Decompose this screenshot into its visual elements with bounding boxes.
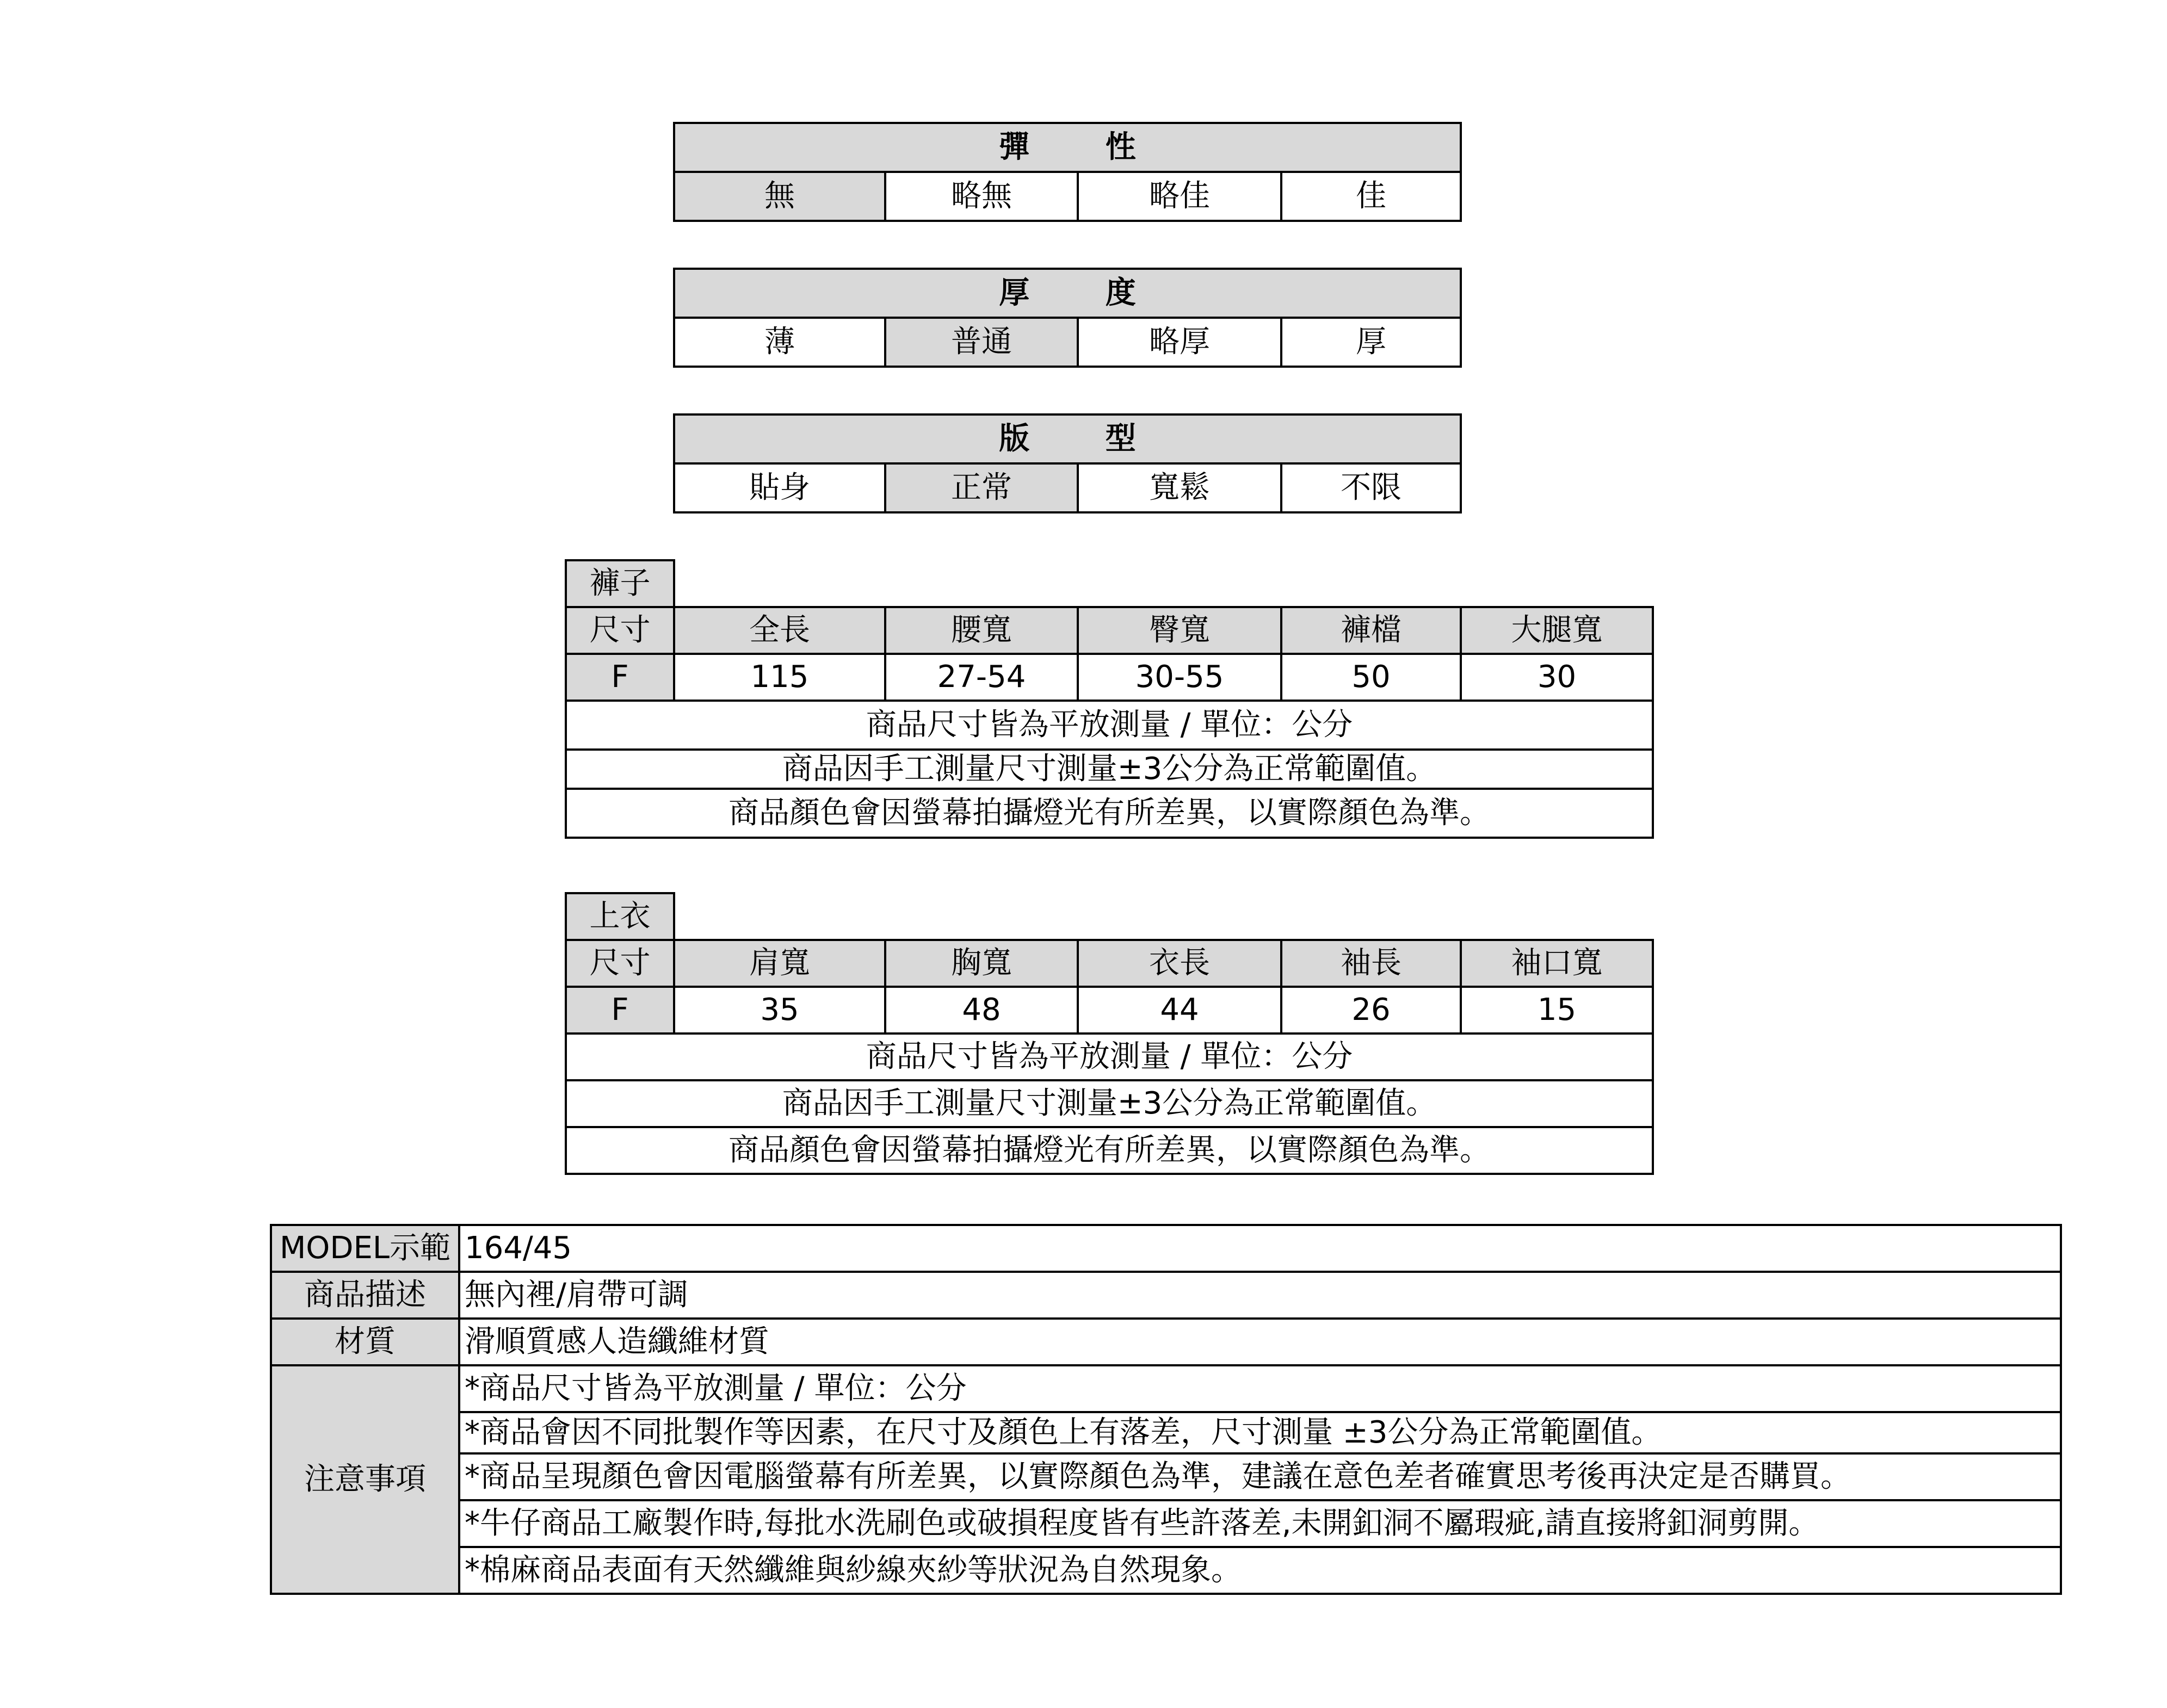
- pants-value: 27-54: [885, 654, 1078, 701]
- top-value: 26: [1281, 987, 1461, 1034]
- elasticity-title: 彈 性: [674, 123, 1461, 172]
- pants-note: 商品因手工測量尺寸測量±3公分為正常範圍值。: [566, 750, 1653, 789]
- notes-item: *商品尺寸皆為平放測量 / 單位：公分: [459, 1365, 2061, 1412]
- top-data-row: [566, 987, 1653, 1034]
- top-value: 15: [1461, 987, 1653, 1034]
- top-note: 商品顏色會因螢幕拍攝燈光有所差異，以實際顏色為準。: [566, 1127, 1653, 1174]
- pants-header-row: [566, 607, 1653, 654]
- top-note: 商品因手工測量尺寸測量±3公分為正常範圍值。: [566, 1080, 1653, 1127]
- thickness-option: 厚: [1281, 318, 1461, 367]
- notes-label: 注意事項: [271, 1365, 459, 1594]
- pants-header: 全長: [674, 607, 885, 654]
- pants-size: F: [566, 654, 674, 701]
- top-header: 袖口寬: [1461, 940, 1653, 987]
- fit-option: 貼身: [674, 463, 885, 512]
- thickness-option: 普通: [885, 318, 1078, 367]
- description-label: 商品描述: [271, 1272, 459, 1319]
- model-value: 164/45: [459, 1225, 2061, 1272]
- top-header: 胸寬: [885, 940, 1078, 987]
- top-value: 35: [674, 987, 885, 1034]
- pants-value: 30-55: [1078, 654, 1281, 701]
- fit-options: [674, 463, 1461, 512]
- elasticity-option: 略無: [885, 172, 1078, 221]
- thickness-options: [674, 318, 1461, 367]
- fit-title: 版 型: [674, 414, 1461, 463]
- elasticity-option: 無: [674, 172, 885, 221]
- fit-table: [673, 413, 1462, 513]
- top-header: 肩寬: [674, 940, 885, 987]
- notes-item: *商品會因不同批製作等因素，在尺寸及顏色上有落差，尺寸測量 ±3公分為正常範圍值。: [459, 1412, 2061, 1453]
- notes-item: *商品呈現顏色會因電腦螢幕有所差異，以實際顏色為準，建議在意色差者確實思考後再決定是否購買。: [459, 1453, 2061, 1500]
- pants-value: 30: [1461, 654, 1653, 701]
- notes-item: *牛仔商品工廠製作時,每批水洗刷色或破損程度皆有些許落差,未開釦洞不屬瑕疵,請直接將釦洞剪開。: [459, 1500, 2061, 1547]
- top-header-row: [566, 940, 1653, 987]
- top-header: 衣長: [1078, 940, 1281, 987]
- elasticity-options: [674, 172, 1461, 221]
- pants-data-row: [566, 654, 1653, 701]
- thickness-option: 薄: [674, 318, 885, 367]
- material-value: 滑順質感人造纖維材質: [459, 1319, 2061, 1365]
- top-size-label: 尺寸: [566, 940, 674, 987]
- thickness-option: 略厚: [1078, 318, 1281, 367]
- pants-header: 大腿寬: [1461, 607, 1653, 654]
- fit-option: 不限: [1281, 463, 1461, 512]
- material-label: 材質: [271, 1319, 459, 1365]
- thickness-table: [673, 268, 1462, 368]
- thickness-title: 厚 度: [674, 269, 1461, 318]
- pants-header: 腰寬: [885, 607, 1078, 654]
- pants-header: 臀寬: [1078, 607, 1281, 654]
- elasticity-table: [673, 122, 1462, 222]
- description-value: 無內裡/肩帶可調: [459, 1272, 2061, 1319]
- product-info-table: [270, 1224, 2062, 1595]
- fit-option: 正常: [885, 463, 1078, 512]
- pants-value: 115: [674, 654, 885, 701]
- pants-size-table: [565, 559, 1654, 839]
- top-value: 48: [885, 987, 1078, 1034]
- notes-item: *棉麻商品表面有天然纖維與紗線夾紗等狀況為自然現象。: [459, 1547, 2061, 1594]
- top-title: 上衣: [566, 893, 674, 940]
- pants-title: 褲子: [566, 560, 674, 607]
- pants-value: 50: [1281, 654, 1461, 701]
- pants-header: 褲檔: [1281, 607, 1461, 654]
- fit-option: 寬鬆: [1078, 463, 1281, 512]
- pants-note: 商品尺寸皆為平放測量 / 單位：公分: [566, 701, 1653, 750]
- model-label: MODEL示範: [271, 1225, 459, 1272]
- top-note: 商品尺寸皆為平放測量 / 單位：公分: [566, 1034, 1653, 1080]
- top-size: F: [566, 987, 674, 1034]
- elasticity-option: 略佳: [1078, 172, 1281, 221]
- pants-size-label: 尺寸: [566, 607, 674, 654]
- elasticity-option: 佳: [1281, 172, 1461, 221]
- top-header: 袖長: [1281, 940, 1461, 987]
- top-value: 44: [1078, 987, 1281, 1034]
- top-size-table: [565, 892, 1654, 1175]
- pants-note: 商品顏色會因螢幕拍攝燈光有所差異，以實際顏色為準。: [566, 789, 1653, 838]
